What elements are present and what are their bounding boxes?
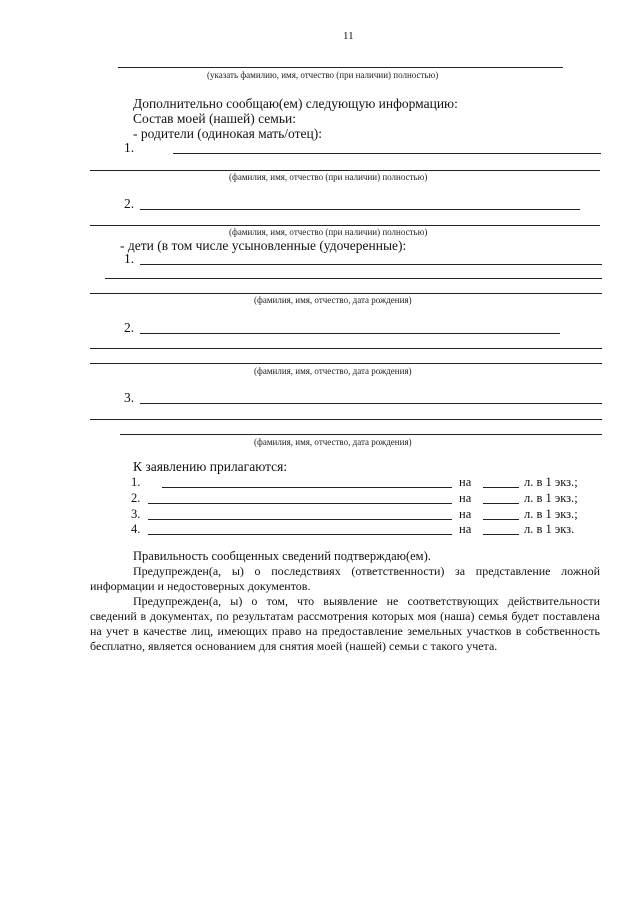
- children-heading: - дети (в том числе усыновленные (удочеренные):: [120, 238, 407, 253]
- parent-2-number: 2.: [124, 196, 135, 211]
- attachment-2-line[interactable]: [148, 503, 452, 504]
- child-2-line-2[interactable]: [90, 348, 602, 349]
- attachment-1-line[interactable]: [162, 487, 452, 488]
- attachment-1-copies: л. в 1 экз.;: [524, 475, 578, 489]
- attachment-3-number: 3.: [131, 507, 141, 521]
- confirm-text: Правильность сообщенных сведений подтверждаю(ем).: [133, 549, 431, 563]
- attachment-4-line[interactable]: [148, 534, 452, 535]
- attachment-2-na: на: [459, 491, 472, 505]
- attachment-1-number: 1.: [131, 475, 141, 489]
- warning-consequences: Предупрежден(а, ы) о последствиях (ответственности) за представление ложной информации и недостоверных документов.: [90, 564, 600, 593]
- child-2-line-3[interactable]: [90, 363, 602, 364]
- attachment-3-sheets[interactable]: [483, 519, 519, 520]
- attachment-2-sheets[interactable]: [483, 503, 519, 504]
- attachments-heading: К заявлению прилагаются:: [133, 459, 288, 474]
- warning-unreliable-info: Предупрежден(а, ы) о том, что выявление не соответствующих действительности сведений в документах, по результатам рассмотрения которых моя (наша) семья будет поставлена на учет в качестве лиц, имеющих право на предоставление земельных участков в собственность бесплатно, является основанием для снятия моей (нашей) семьи с такого учета.: [90, 594, 600, 653]
- child-2-caption: (фамилия, имя, отчество, дата рождения): [254, 366, 412, 376]
- child-2-line[interactable]: [140, 333, 560, 334]
- family-heading: Состав моей (нашей) семьи:: [133, 111, 296, 126]
- child-3-line-2[interactable]: [90, 419, 602, 420]
- attachment-3-line[interactable]: [148, 519, 452, 520]
- child-1-line-3[interactable]: [90, 293, 602, 294]
- parent-2-line[interactable]: [140, 209, 580, 210]
- parent-1-caption: (фамилия, имя, отчество (при наличии) полностью): [229, 172, 428, 182]
- attachment-1-na: на: [459, 475, 472, 489]
- child-3-caption: (фамилия, имя, отчество, дата рождения): [254, 437, 412, 447]
- attachment-4-number: 4.: [131, 522, 141, 536]
- child-1-line-2[interactable]: [105, 278, 602, 279]
- additional-info-text: Дополнительно сообщаю(ем) следующую информацию:: [133, 96, 458, 111]
- child-3-line-3[interactable]: [120, 434, 602, 435]
- child-1-caption: (фамилия, имя, отчество, дата рождения): [254, 295, 412, 305]
- attachment-4-sheets[interactable]: [483, 534, 519, 535]
- parent-1-number: 1.: [124, 140, 135, 155]
- attachment-3-na: на: [459, 507, 472, 521]
- attachment-4-copies: л. в 1 экз.: [524, 522, 575, 536]
- child-3-line[interactable]: [140, 403, 602, 404]
- parents-heading: - родители (одинокая мать/отец):: [133, 126, 322, 141]
- child-2-number: 2.: [124, 320, 135, 335]
- attachment-2-number: 2.: [131, 491, 141, 505]
- applicant-name-line[interactable]: [118, 67, 563, 68]
- parent-1-line[interactable]: [173, 153, 601, 154]
- child-1-line[interactable]: [140, 264, 602, 265]
- applicant-caption: (указать фамилию, имя, отчество (при наличии) полностью): [207, 70, 439, 80]
- child-1-number: 1.: [124, 251, 135, 266]
- attachment-4-na: на: [459, 522, 472, 536]
- parent-1-line-2[interactable]: [90, 170, 600, 171]
- child-3-number: 3.: [124, 390, 135, 405]
- parent-2-caption: (фамилия, имя, отчество (при наличии) полностью): [229, 227, 428, 237]
- attachment-2-copies: л. в 1 экз.;: [524, 491, 578, 505]
- attachment-3-copies: л. в 1 экз.;: [524, 507, 578, 521]
- attachment-1-sheets[interactable]: [483, 487, 519, 488]
- page-number: 11: [343, 30, 354, 42]
- parent-2-line-2[interactable]: [90, 225, 600, 226]
